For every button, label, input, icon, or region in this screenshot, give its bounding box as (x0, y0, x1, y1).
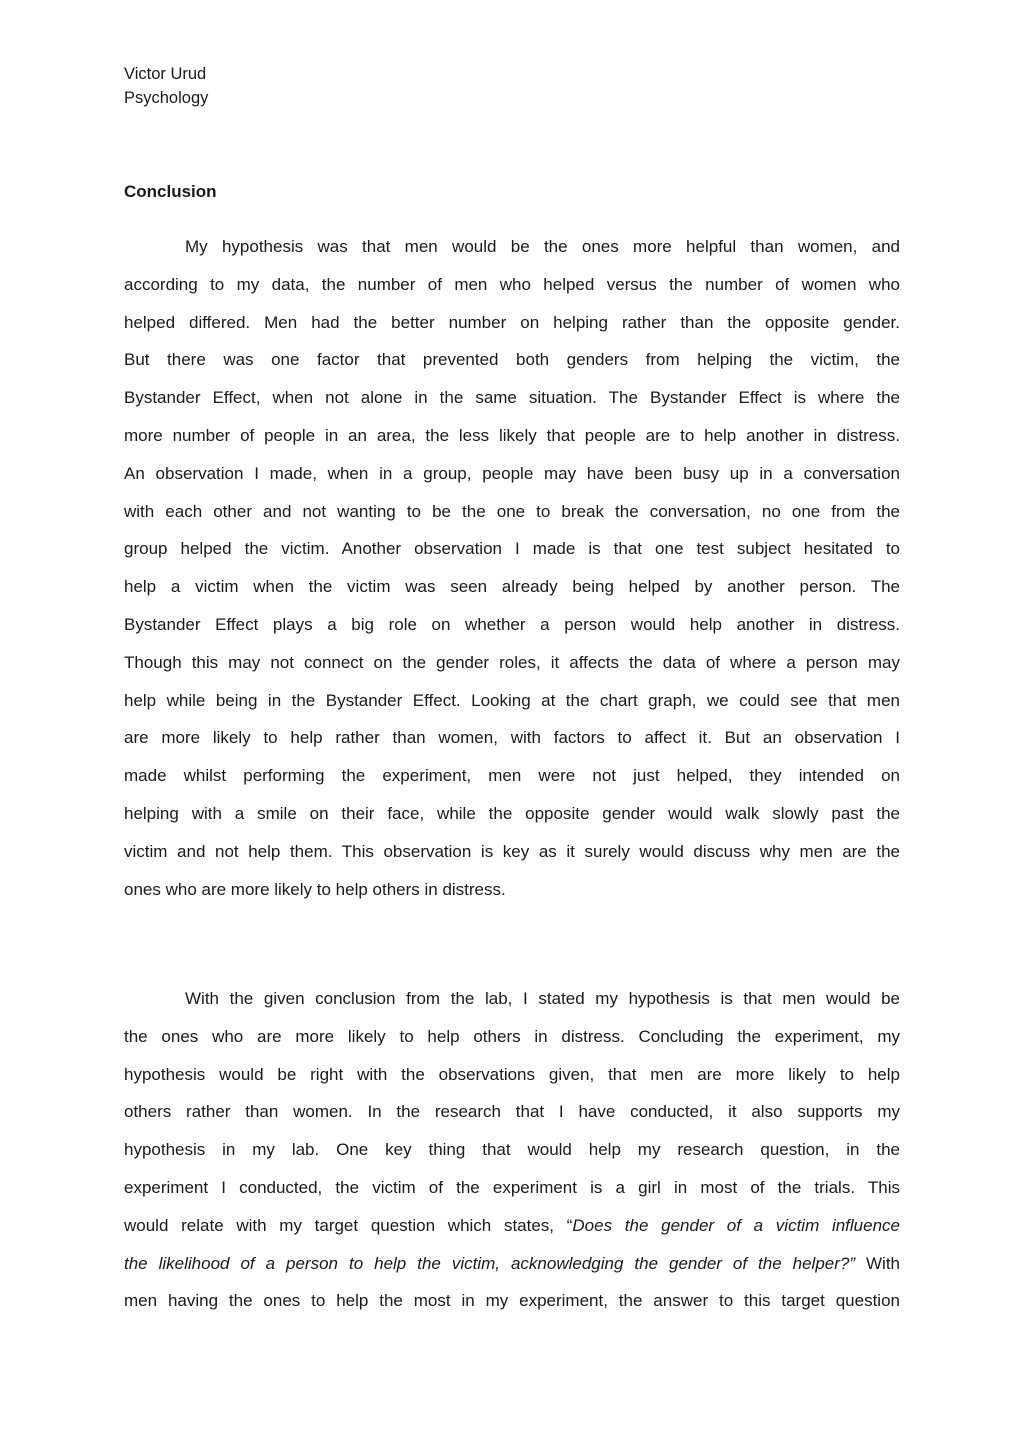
document-header (124, 62, 208, 110)
target-question-text: the likelihood of a person to help the victim, acknowledging the gender of the helper?” (124, 1253, 856, 1273)
paragraph-2 (124, 987, 900, 1327)
paragraph-line: more number of people in an area, the less likely that people are to help another in distress. (124, 425, 900, 445)
line-text: With (855, 1253, 901, 1273)
paragraph-line (124, 1252, 900, 1290)
paragraph-line: ones who are more likely to help others in distress. (124, 879, 506, 899)
paragraph-line: Though this may not connect on the gender roles, it affects the data of where a person may (124, 652, 900, 672)
paragraph-line: victim and not help them. This observation is key as it surely would discuss why men are the (124, 841, 900, 861)
paragraph-line: are more likely to help rather than women, with factors to affect it. But an observation I (124, 728, 900, 748)
target-question-text: Does the gender of a victim influence (572, 1215, 900, 1235)
paragraph-line: hypothesis in my lab. One key thing that would help my research question, in the (124, 1140, 900, 1160)
line-text: would relate with my target question which states, “ (124, 1215, 573, 1235)
paragraph-line: Bystander Effect, when not alone in the same situation. The Bystander Effect is where the (124, 388, 900, 408)
paragraph-line (124, 1214, 900, 1252)
paragraph-line: help while being in the Bystander Effect. Looking at the chart graph, we could see that men (124, 690, 900, 710)
paragraph-line: helping with a smile on their face, while the opposite gender would walk slowly past the (124, 803, 900, 823)
paragraph-line: made whilst performing the experiment, men were not just helped, they intended on (124, 766, 900, 786)
paragraph-line: according to my data, the number of men who helped versus the number of women who (124, 274, 900, 294)
paragraph-1 (124, 235, 900, 915)
paragraph-line: group helped the victim. Another observation I made is that one test subject hesitated to (124, 539, 900, 559)
paragraph-line: others rather than women. In the research that I have conducted, it also supports my (124, 1102, 900, 1122)
paragraph-line: Bystander Effect plays a big role on whether a person would help another in distress. (124, 614, 900, 634)
paragraph-line: But there was one factor that prevented both genders from helping the victim, the (124, 350, 900, 370)
paragraph-line: the ones who are more likely to help others in distress. Concluding the experiment, my (124, 1026, 900, 1046)
paragraph-line: With the given conclusion from the lab, I stated my hypothesis is that men would be (185, 989, 900, 1008)
paragraph-line: experiment I conducted, the victim of the experiment is a girl in most of the trials. This (124, 1177, 900, 1197)
author-name: Victor Urud (124, 65, 207, 83)
paragraph-line: My hypothesis was that men would be the ones more helpful than women, and (185, 237, 900, 256)
paragraph-line: helped differed. Men had the better number on helping rather than the opposite gender. (124, 312, 900, 332)
section-title: Conclusion (124, 182, 217, 201)
paragraph-line: with each other and not wanting to be the one to break the conversation, no one from the (124, 501, 900, 521)
subject-name: Psychology (124, 89, 209, 107)
paragraph-line: men having the ones to help the most in my experiment, the answer to this target question (124, 1291, 900, 1311)
paragraph-line: help a victim when the victim was seen already being helped by another person. The (124, 577, 900, 597)
paragraph-line: An observation I made, when in a group, people may have been busy up in a conversation (124, 463, 900, 483)
paragraph-line: hypothesis would be right with the observations given, that men are more likely to help (124, 1064, 900, 1084)
